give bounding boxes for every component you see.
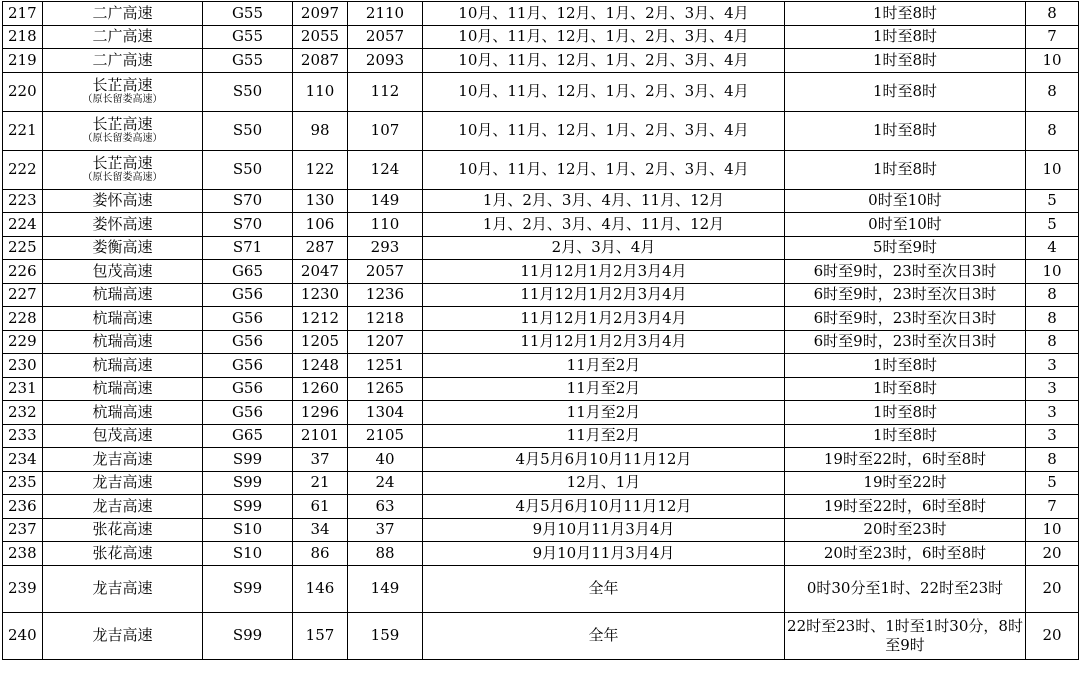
table-row xyxy=(3,612,1079,659)
end-stake-cell: 159 xyxy=(348,612,423,659)
road-name-cell xyxy=(43,2,203,26)
road-name-cell xyxy=(43,213,203,237)
road-name: 龙吉高速 xyxy=(92,496,153,515)
end-stake-cell: 2057 xyxy=(348,25,423,49)
road-name-cell xyxy=(43,377,203,401)
end-stake-cell: 112 xyxy=(348,72,423,111)
road-name-cell xyxy=(43,189,203,213)
start-stake-cell: 2087 xyxy=(293,49,348,73)
row-number-cell: 223 xyxy=(3,189,43,213)
hours-cell: 1时至8时 xyxy=(785,377,1026,401)
road-code-cell: G56 xyxy=(203,401,293,425)
end-stake-cell: 37 xyxy=(348,518,423,542)
start-stake-cell: 61 xyxy=(293,495,348,519)
hours-cell: 19时至22时，6时至8时 xyxy=(785,495,1026,519)
table-row xyxy=(3,213,1079,237)
road-name: 杭瑞高速 xyxy=(92,402,153,421)
start-stake-cell: 110 xyxy=(293,72,348,111)
count-cell: 8 xyxy=(1026,448,1079,472)
start-stake-cell: 106 xyxy=(293,213,348,237)
road-name: 龙吉高速 xyxy=(92,626,153,644)
hours-cell: 1时至8时 xyxy=(785,49,1026,73)
table-row xyxy=(3,49,1079,73)
start-stake-cell: 1205 xyxy=(293,330,348,354)
road-name-cell xyxy=(43,424,203,448)
hours-cell: 0时至10时 xyxy=(785,213,1026,237)
road-code-cell: G65 xyxy=(203,260,293,284)
months-cell: 11月12月1月2月3月4月 xyxy=(423,307,785,331)
road-code-cell: S99 xyxy=(203,495,293,519)
hours-cell: 22时至23时、1时至1时30分，8时至9时 xyxy=(785,612,1026,659)
road-name: 长芷高速 xyxy=(92,76,153,94)
road-former-name: （原长留娄高速） xyxy=(82,133,163,144)
months-cell: 9月10月11月3月4月 xyxy=(423,518,785,542)
row-number-cell: 240 xyxy=(3,612,43,659)
months-cell: 11月12月1月2月3月4月 xyxy=(423,330,785,354)
count-cell: 3 xyxy=(1026,354,1079,378)
road-code-cell: S99 xyxy=(203,471,293,495)
count-cell: 4 xyxy=(1026,236,1079,260)
road-code-cell: S50 xyxy=(203,72,293,111)
road-name: 娄怀高速 xyxy=(92,214,153,233)
table-row xyxy=(3,25,1079,49)
road-name: 二广高速 xyxy=(92,3,153,22)
hours-cell: 19时至22时，6时至8时 xyxy=(785,448,1026,472)
table-row xyxy=(3,189,1079,213)
road-code-cell: G56 xyxy=(203,307,293,331)
months-cell: 11月至2月 xyxy=(423,377,785,401)
months-cell: 10月、11月、12月、1月、2月、3月、4月 xyxy=(423,150,785,189)
road-name-cell xyxy=(43,72,203,111)
row-number-cell: 238 xyxy=(3,542,43,566)
road-former-name: （原长留娄高速） xyxy=(82,172,163,183)
row-number-cell: 226 xyxy=(3,260,43,284)
start-stake-cell: 1230 xyxy=(293,283,348,307)
road-code-cell: S10 xyxy=(203,518,293,542)
months-cell: 10月、11月、12月、1月、2月、3月、4月 xyxy=(423,25,785,49)
road-name: 杭瑞高速 xyxy=(92,332,153,351)
table-row xyxy=(3,377,1079,401)
road-name: 长芷高速 xyxy=(92,154,153,172)
road-former-name: （原长留娄高速） xyxy=(82,94,163,105)
months-cell: 11月至2月 xyxy=(423,424,785,448)
end-stake-cell: 2105 xyxy=(348,424,423,448)
road-name: 龙吉高速 xyxy=(92,449,153,468)
months-cell: 全年 xyxy=(423,565,785,612)
road-code-cell: S71 xyxy=(203,236,293,260)
road-name: 包茂高速 xyxy=(92,426,153,445)
road-name-cell xyxy=(43,236,203,260)
table-row xyxy=(3,471,1079,495)
table-row xyxy=(3,150,1079,189)
road-name: 杭瑞高速 xyxy=(92,308,153,327)
road-name: 二广高速 xyxy=(92,50,153,69)
road-code-cell: S70 xyxy=(203,213,293,237)
row-number-cell: 230 xyxy=(3,354,43,378)
start-stake-cell: 122 xyxy=(293,150,348,189)
count-cell: 10 xyxy=(1026,49,1079,73)
row-number-cell: 229 xyxy=(3,330,43,354)
months-cell: 4月5月6月10月11月12月 xyxy=(423,495,785,519)
end-stake-cell: 2057 xyxy=(348,260,423,284)
row-number-cell: 235 xyxy=(3,471,43,495)
road-name: 杭瑞高速 xyxy=(92,355,153,374)
start-stake-cell: 37 xyxy=(293,448,348,472)
count-cell: 10 xyxy=(1026,150,1079,189)
start-stake-cell: 130 xyxy=(293,189,348,213)
hours-cell: 1时至8时 xyxy=(785,72,1026,111)
hours-cell: 1时至8时 xyxy=(785,150,1026,189)
row-number-cell: 219 xyxy=(3,49,43,73)
count-cell: 3 xyxy=(1026,424,1079,448)
count-cell: 5 xyxy=(1026,471,1079,495)
road-name: 龙吉高速 xyxy=(92,473,153,492)
road-code-cell: S50 xyxy=(203,111,293,150)
months-cell: 1月、2月、3月、4月、11月、12月 xyxy=(423,213,785,237)
road-name: 娄怀高速 xyxy=(92,191,153,210)
table-row xyxy=(3,260,1079,284)
end-stake-cell: 149 xyxy=(348,189,423,213)
hours-cell: 0时30分至1时、22时至23时 xyxy=(785,565,1026,612)
road-code-cell: G55 xyxy=(203,25,293,49)
table-row xyxy=(3,448,1079,472)
table-row xyxy=(3,236,1079,260)
road-name: 二广高速 xyxy=(92,27,153,46)
start-stake-cell: 146 xyxy=(293,565,348,612)
road-code-cell: S70 xyxy=(203,189,293,213)
count-cell: 20 xyxy=(1026,565,1079,612)
road-name-cell xyxy=(43,283,203,307)
hours-cell: 1时至8时 xyxy=(785,25,1026,49)
row-number-cell: 233 xyxy=(3,424,43,448)
road-name: 包茂高速 xyxy=(92,261,153,280)
table-row xyxy=(3,72,1079,111)
row-number-cell: 220 xyxy=(3,72,43,111)
table-row xyxy=(3,401,1079,425)
count-cell: 10 xyxy=(1026,518,1079,542)
start-stake-cell: 1296 xyxy=(293,401,348,425)
months-cell: 10月、11月、12月、1月、2月、3月、4月 xyxy=(423,49,785,73)
table-row xyxy=(3,565,1079,612)
count-cell: 5 xyxy=(1026,189,1079,213)
end-stake-cell: 1207 xyxy=(348,330,423,354)
road-code-cell: G55 xyxy=(203,49,293,73)
road-name-cell xyxy=(43,330,203,354)
months-cell: 10月、11月、12月、1月、2月、3月、4月 xyxy=(423,72,785,111)
end-stake-cell: 124 xyxy=(348,150,423,189)
road-name-cell xyxy=(43,612,203,659)
start-stake-cell: 1248 xyxy=(293,354,348,378)
row-number-cell: 221 xyxy=(3,111,43,150)
hours-cell: 20时至23时 xyxy=(785,518,1026,542)
end-stake-cell: 107 xyxy=(348,111,423,150)
start-stake-cell: 1212 xyxy=(293,307,348,331)
hours-cell: 0时至10时 xyxy=(785,189,1026,213)
road-name-cell xyxy=(43,25,203,49)
row-number-cell: 224 xyxy=(3,213,43,237)
start-stake-cell: 2055 xyxy=(293,25,348,49)
row-number-cell: 218 xyxy=(3,25,43,49)
road-name-cell xyxy=(43,354,203,378)
road-name-cell xyxy=(43,111,203,150)
row-number-cell: 222 xyxy=(3,150,43,189)
months-cell: 11月12月1月2月3月4月 xyxy=(423,260,785,284)
count-cell: 8 xyxy=(1026,330,1079,354)
road-name: 龙吉高速 xyxy=(92,579,153,597)
hours-cell: 1时至8时 xyxy=(785,354,1026,378)
end-stake-cell: 2093 xyxy=(348,49,423,73)
start-stake-cell: 2097 xyxy=(293,2,348,26)
road-name: 杭瑞高速 xyxy=(92,379,153,398)
hours-cell: 19时至22时 xyxy=(785,471,1026,495)
road-code-cell: G56 xyxy=(203,283,293,307)
road-code-cell: S99 xyxy=(203,448,293,472)
count-cell: 7 xyxy=(1026,495,1079,519)
count-cell: 3 xyxy=(1026,377,1079,401)
road-name-cell xyxy=(43,448,203,472)
table-body xyxy=(3,2,1079,660)
road-code-cell: S10 xyxy=(203,542,293,566)
hours-cell: 6时至9时，23时至次日3时 xyxy=(785,283,1026,307)
count-cell: 8 xyxy=(1026,72,1079,111)
hours-cell: 1时至8时 xyxy=(785,2,1026,26)
end-stake-cell: 149 xyxy=(348,565,423,612)
table-row xyxy=(3,2,1079,26)
fog-section-table xyxy=(2,1,1079,660)
road-code-cell: G56 xyxy=(203,354,293,378)
hours-cell: 6时至9时，23时至次日3时 xyxy=(785,260,1026,284)
row-number-cell: 236 xyxy=(3,495,43,519)
table-row xyxy=(3,354,1079,378)
months-cell: 12月、1月 xyxy=(423,471,785,495)
end-stake-cell: 293 xyxy=(348,236,423,260)
table-row xyxy=(3,330,1079,354)
road-name: 杭瑞高速 xyxy=(92,285,153,304)
table-row xyxy=(3,307,1079,331)
hours-cell: 1时至8时 xyxy=(785,424,1026,448)
road-name-cell xyxy=(43,495,203,519)
months-cell: 4月5月6月10月11月12月 xyxy=(423,448,785,472)
road-name: 张花高速 xyxy=(92,543,153,562)
road-name-cell xyxy=(43,307,203,331)
end-stake-cell: 1265 xyxy=(348,377,423,401)
road-name-cell xyxy=(43,150,203,189)
months-cell: 1月、2月、3月、4月、11月、12月 xyxy=(423,189,785,213)
count-cell: 8 xyxy=(1026,111,1079,150)
road-name-cell xyxy=(43,260,203,284)
months-cell: 10月、11月、12月、1月、2月、3月、4月 xyxy=(423,111,785,150)
table-row xyxy=(3,495,1079,519)
road-code-cell: S50 xyxy=(203,150,293,189)
hours-cell: 1时至8时 xyxy=(785,401,1026,425)
months-cell: 11月至2月 xyxy=(423,401,785,425)
start-stake-cell: 21 xyxy=(293,471,348,495)
start-stake-cell: 157 xyxy=(293,612,348,659)
months-cell: 2月、3月、4月 xyxy=(423,236,785,260)
count-cell: 20 xyxy=(1026,542,1079,566)
hours-cell: 6时至9时，23时至次日3时 xyxy=(785,307,1026,331)
start-stake-cell: 2047 xyxy=(293,260,348,284)
row-number-cell: 231 xyxy=(3,377,43,401)
end-stake-cell: 1218 xyxy=(348,307,423,331)
table-row xyxy=(3,518,1079,542)
hours-cell: 5时至9时 xyxy=(785,236,1026,260)
end-stake-cell: 110 xyxy=(348,213,423,237)
road-code-cell: G65 xyxy=(203,424,293,448)
road-code-cell: G56 xyxy=(203,330,293,354)
row-number-cell: 217 xyxy=(3,2,43,26)
road-name-cell xyxy=(43,542,203,566)
row-number-cell: 237 xyxy=(3,518,43,542)
road-code-cell: S99 xyxy=(203,612,293,659)
table-row xyxy=(3,111,1079,150)
road-code-cell: G55 xyxy=(203,2,293,26)
road-name-cell xyxy=(43,565,203,612)
table-row xyxy=(3,283,1079,307)
start-stake-cell: 86 xyxy=(293,542,348,566)
hours-cell: 6时至9时，23时至次日3时 xyxy=(785,330,1026,354)
road-name-cell xyxy=(43,401,203,425)
road-name-cell xyxy=(43,49,203,73)
end-stake-cell: 2110 xyxy=(348,2,423,26)
road-name: 张花高速 xyxy=(92,520,153,539)
road-name: 娄衡高速 xyxy=(92,238,153,257)
end-stake-cell: 24 xyxy=(348,471,423,495)
end-stake-cell: 88 xyxy=(348,542,423,566)
table-row xyxy=(3,542,1079,566)
start-stake-cell: 2101 xyxy=(293,424,348,448)
months-cell: 11月至2月 xyxy=(423,354,785,378)
start-stake-cell: 1260 xyxy=(293,377,348,401)
count-cell: 8 xyxy=(1026,2,1079,26)
row-number-cell: 227 xyxy=(3,283,43,307)
row-number-cell: 234 xyxy=(3,448,43,472)
road-code-cell: G56 xyxy=(203,377,293,401)
end-stake-cell: 1251 xyxy=(348,354,423,378)
row-number-cell: 239 xyxy=(3,565,43,612)
road-name: 长芷高速 xyxy=(92,115,153,133)
start-stake-cell: 98 xyxy=(293,111,348,150)
count-cell: 7 xyxy=(1026,25,1079,49)
count-cell: 8 xyxy=(1026,283,1079,307)
road-name-cell xyxy=(43,518,203,542)
count-cell: 20 xyxy=(1026,612,1079,659)
hours-cell: 1时至8时 xyxy=(785,111,1026,150)
row-number-cell: 228 xyxy=(3,307,43,331)
road-code-cell: S99 xyxy=(203,565,293,612)
count-cell: 5 xyxy=(1026,213,1079,237)
start-stake-cell: 287 xyxy=(293,236,348,260)
table-row xyxy=(3,424,1079,448)
road-name-cell xyxy=(43,471,203,495)
count-cell: 8 xyxy=(1026,307,1079,331)
row-number-cell: 225 xyxy=(3,236,43,260)
end-stake-cell: 40 xyxy=(348,448,423,472)
start-stake-cell: 34 xyxy=(293,518,348,542)
end-stake-cell: 1236 xyxy=(348,283,423,307)
months-cell: 10月、11月、12月、1月、2月、3月、4月 xyxy=(423,2,785,26)
count-cell: 10 xyxy=(1026,260,1079,284)
count-cell: 3 xyxy=(1026,401,1079,425)
months-cell: 11月12月1月2月3月4月 xyxy=(423,283,785,307)
end-stake-cell: 1304 xyxy=(348,401,423,425)
end-stake-cell: 63 xyxy=(348,495,423,519)
hours-cell: 20时至23时，6时至8时 xyxy=(785,542,1026,566)
row-number-cell: 232 xyxy=(3,401,43,425)
months-cell: 全年 xyxy=(423,612,785,659)
months-cell: 9月10月11月3月4月 xyxy=(423,542,785,566)
